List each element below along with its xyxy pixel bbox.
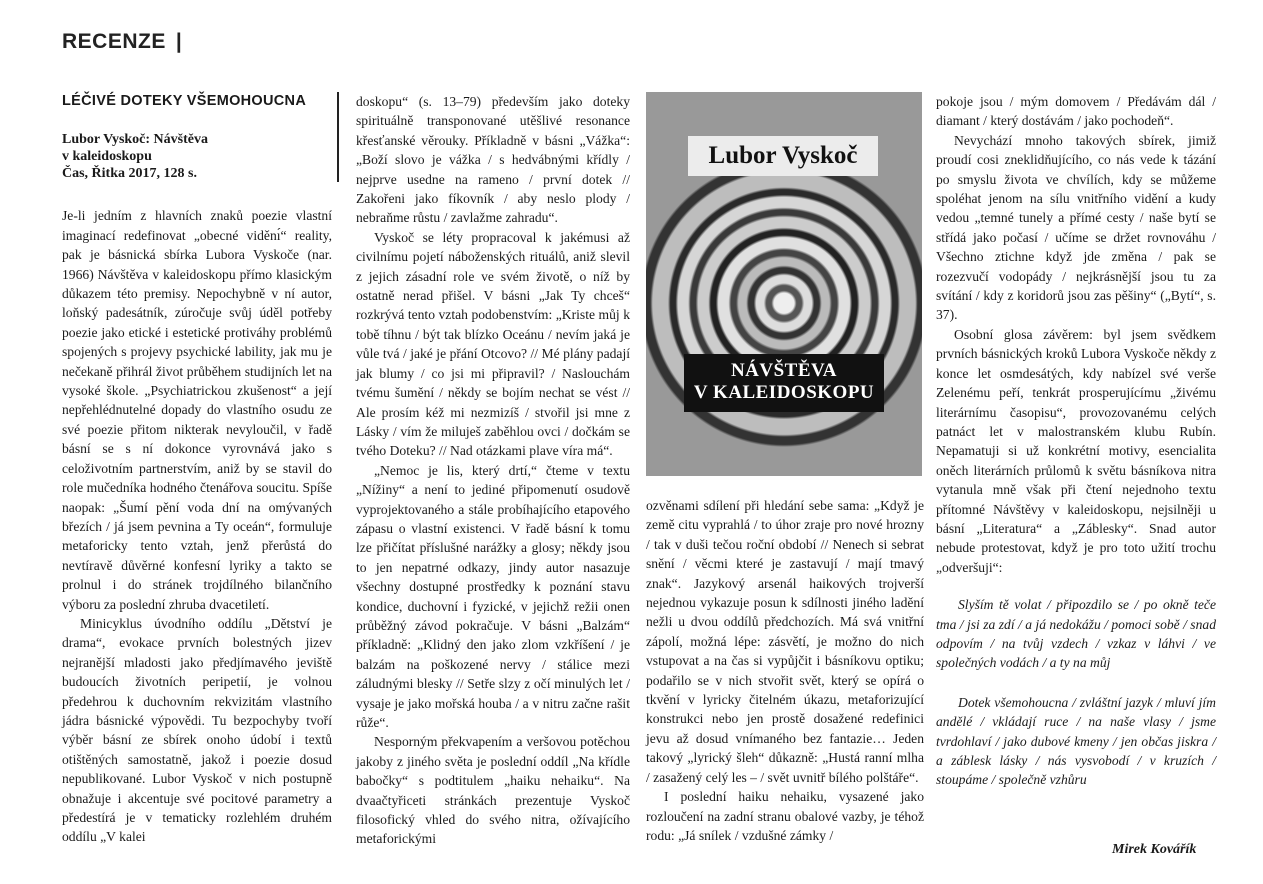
paragraph: Minicyklus úvodního oddílu „Dětství je drama“, evokace prvních bolestných jizev nejranější mladosti jako předjímavého jeviště budoucích životních peripetií, je volnou předehrou k duchovním rekvizitám vlastního jádra básnické výpovědi. Tu bezpochyby tvoří výběr básní ze sbírek onoho údobí i textů otištěných samostatně, jakož i poezie dosud nepublikované. Lubor Vyskoč v nich postupně obnažuje i akcentuje své pocitové parametry a předestírá je v tematicky rozlehlém druhém oddílu „V kalei (62, 615, 332, 845)
paragraph: doskopu“ (s. 13–79) především jako doteky spirituálně transponované utěšlivé resonance křesťanské věrouky. Příkladně v básni „Vážka“: „Boží slovo je vážka / s hedvábnými křídly / nejprve usedne na rameno / první dotek // Zakořeni jako fíkovník / aby neslo plody / nebraňme růstu / zavlažme zahradu“. (356, 94, 630, 226)
book-info-line: Čas, Řitka 2017, 128 s. (62, 166, 197, 182)
cover-author: Lubor Vyskoč (688, 136, 878, 176)
author-signature: Mirek Kovářík (1112, 842, 1197, 857)
cover-title-line: NÁVŠTĚVA (730, 360, 838, 381)
cover-title-line: V KALEIDOSKOPU (693, 382, 875, 403)
paragraph: ozvěnami sdílení při hledání sebe sama: „Když je země citu vyprahlá / to úhor zraje pro nové hrozny / tak v duši tečou roční období // Nenech si sebrat snění / věcmi které je zastavují / mají tmavý znak“. Jazykový arsenál haikových trojverší nejednou vykazuje posun k sdílnosti jiného ladění nežli u dvou oddílů předchozích. Má svá vnitřní zápolí, možná lépe: zásvětí, je možno do nich vstupovat a na čas si vypůjčit i básníkovu optiku; podařilo se v nich stvořit svět, který se opírá o tkvění v lyricky čitelném úkazu, metaforizující konstrukci nebo jen prostě dosažené redefinici jevu až dosud vnímaného bez fantazie… Jeden takový „lyrický šleh“ důkazně: „Hustá ranní mlha / zasažený celý les – / svět uvnitř bílého polštáře“. (646, 498, 924, 785)
paragraph: Je-li jedním z hlavních znaků poezie vlastní imaginací redefinovat „obecné viděnı́“ reality, pak je básnická sbírka Lubora Vyskoče (nar. 1966) Návštěva v kaleidoskopu přímo klasickým důkazem této premisy. Nepochybně v ní autor, loňský padesátník, zúročuje svůj úděl potřeby poezie jako etické i estetické protiváhy problémů spojených s projevy psychické lability, jak mu je nečekaně přihrál život průběhem studijních let na vysoké škole. „Psychiatrickou zkušenost“ a její nepřehlédnutelné dopady do vlastního osudu ze své poezie přitom nikterak nevyloučil, v řadě básní se s ní dokonce vyrovnává jako s celoživotním partnerstvím, aniž by se stavil do role mučedníka hodného čtenářova soucitu. Spíše naopak: „Šumí pění voda dní na omývaných březích / já jsem pevnina a Ty oceán“, formuluje metaforicky tento vztah, jenž přerůstá do nevtíravě důvěrné konfesní lyriky a takto se prolnul i do stránek trojdílného bilančního výboru za poslední zhruba dvacetiletí. (62, 208, 332, 612)
column-3 (646, 496, 924, 845)
section-label: RECENZE (62, 30, 166, 53)
poem-stanza (936, 693, 1216, 790)
column-2 (356, 92, 630, 849)
book-cover-image (646, 92, 922, 476)
title-divider-rule (337, 92, 339, 182)
book-info-line: Lubor Vyskoč: Návštěva (62, 132, 208, 148)
paragraph: pokoje jsou / mým domovem / Předávám dál / diamant / který dostávám / jako pochodeň“. (936, 94, 1216, 129)
poem-stanza (936, 595, 1216, 673)
cover-title (684, 354, 884, 412)
section-divider: | (175, 30, 183, 53)
article-title: LÉČIVÉ DOTEKY VŠEMOHOUCNA (62, 93, 307, 109)
paragraph: Nevychází mnoho takových sbírek, jimiž proudí cosi zneklidňujícího, co nás vede k tázání po smyslu života ve chvílích, kdy se můžeme spoléhat jenom na sílu vnitřního vidění a kudy vedou „temné tunely a přímé cesty / naše bytí se střídá jako počasí / učíme se držet rovnováhu / Všechno ztichne když jde změna / pak se rozezvučí vodopády / nejkrásnější jsou tu za svítání / kdy z koridorů jsou zas pěšiny“ („Bytí“, s. 37). (936, 132, 1216, 323)
paragraph: Osobní glosa závěrem: byl jsem svědkem prvních básnických kroků Lubora Vyskoče někdy z konce let osmdesátých, kdy nabízel své verše Zelenému peří, tenkrát prosperujícímu „živému literárnímu časopisu“, provozovanému celých patnáct let v malostranském klubu Rubín. Nepamatuji si už konkrétní motivy, esencialita oněch literárních průlomů k světu básníkova nitra vytanula mně však při čtení nejednoho textu přítomné Návštěvy v kaleidoskopu, nejsilněji u básní „Literatura“ a „Záblesky“. Snad autor nebude protestovat, když je pro toto užití trochu „odveršuji“: (936, 326, 1216, 575)
book-info (62, 131, 332, 182)
section-header (62, 30, 182, 54)
column-4 (936, 92, 1216, 790)
column-1 (62, 92, 332, 847)
book-info-line: v kaleidoskopu (62, 149, 152, 165)
poem-text: Dotek všemohoucna / zvláštní jazyk / mluví jím andělé / vkládají ruce / na naše vlasy / jsme tvrdohlaví / jako dubové kmeny / jen občas jiskra / a záblesk lásky / nás vysvobodí / v kruzích / stoupáme / společně vzhůru (936, 694, 1216, 788)
poem-text: Slyším tě volat / připozdilo se / po okně teče tma / jsi za zdí / a já nedokážu / pomoci sobě / snad odpovím / na tvůj vzdech / vzkaz v láhvi / ve společných vodách / a ty na můj (936, 597, 1216, 671)
paragraph: I poslední haiku nehaiku, vysazené jako rozloučení na zadní stranu obalové vazby, je téhož rodu: „Já snílek / vzdušné zámky / (646, 789, 924, 843)
paragraph: Nesporným překvapením a veršovou potěchou jakoby z jiného světa je poslední oddíl „Na křídle babočky“ s podtitulem „haiku nehaiku“. Na dvaačtyřiceti stránkách prezentuje Vyskoč filosofický vhled do svého nitra, ožívajícího metaforickými (356, 734, 630, 847)
paragraph: „Nemoc je lis, který drtí,“ čteme v textu „Nížiny“ a není to jediné připomenutí osudově vyprojektovaného a stále probíhajícího etapového zápasu o vlastní existenci. V řadě básní k tomu lze přičítat příslušné narážky a glosy; někdy jsou to jen nepatrné odkazy, jindy autor nasazuje všechny dostupné prostředky k poznání stavu kondice, duchovní i fyzické, v jejichž režii onen průběžný závod pokračuje. V básni „Balzám“ příkladně: „Klidný den jako zlom vzkříšení / je balzám na poškozené nervy / stálice mezi záludnými blesky // Setře slzy z očí minulých let / vysaje je jako mořská houba / a v nitru začne rašit růže“. (356, 462, 630, 730)
poem-block (936, 595, 1216, 790)
paragraph: Vyskoč se léty propracoval k jakémusi až civilnímu pojetí náboženských rituálů, aniž slevil z jejich zásadní role ve svém životě, o níž by ostatně nerad přišel. V básni „Jak Ty chceš“ rozkrývá tento vztah podobenstvím: „Kriste můj k tobě tíhnu / být tak blízko Oceánu / nevím jaká je vůle tvá / jaké je přání Otcovo? // Mé plány padají jak blumy / co jsi mi připravil? / Naslouchám tvému šumění / někdy se bojím nechat se vést // Ale prosím kéž mi nezmizíš / stvořil jsi mne z Lásky / vím že miluješ zaběhlou ovci / dočkám se tvého Doteku? // Nad otázkami plave víra má“. (356, 229, 630, 459)
